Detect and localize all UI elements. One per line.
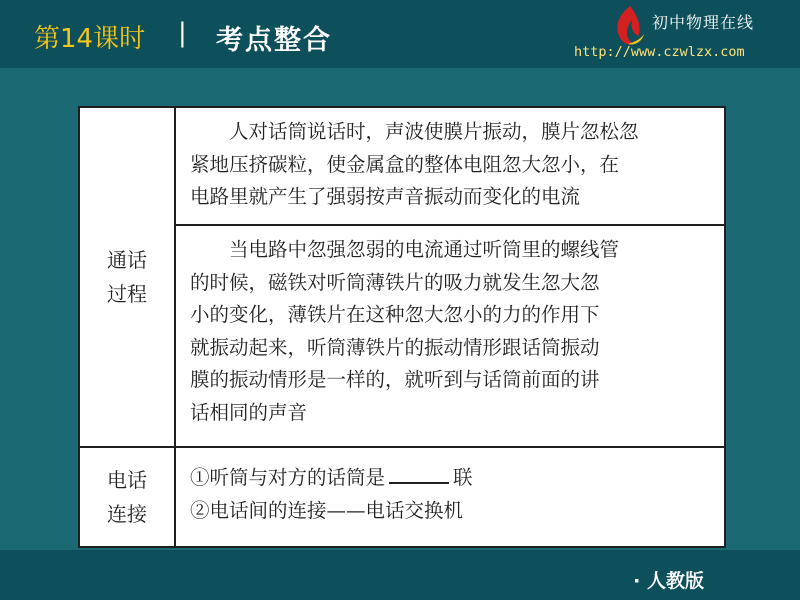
edition-label: · 人教版 xyxy=(633,570,704,592)
connection-items xyxy=(176,448,724,546)
microphone-paragraph: 人对话筒说话时，声波使膜片振动，膜片忽松忽 紧地压挤碳粒，使金属盒的整体电阻忽大忽小，在 电路里就产生了强弱按声音振动而变化的电流 xyxy=(176,108,724,226)
receiver-paragraph: 当电路中忽强忽弱的电流通过听筒里的螺线管 的时候，磁铁对听筒薄铁片的吸力就发生忽大忽 小的变化，薄铁片在这种忽大忽小的力的作用下 就振动起来，听筒薄铁片的振动情形跟话筒振动 膜的振动情形是一样的，就听到与话筒前面的讲 话相同的声音 xyxy=(190,238,620,424)
site-name: 初中物理在线 xyxy=(652,13,755,32)
table-row-phone-connection xyxy=(80,448,724,546)
site-url[interactable]: http://www.czwlzx.com xyxy=(574,44,745,60)
header-bar xyxy=(0,0,800,68)
lesson-number: 第14课时 xyxy=(34,24,146,54)
connection-item-1: ①听筒与对方的话筒是 联 xyxy=(190,462,710,495)
row-label-call-process: 通话 过程 xyxy=(80,108,176,446)
knowledge-table xyxy=(78,106,726,548)
section-title: 考点整合 xyxy=(216,25,332,56)
connection-item-2: ②电话间的连接——电话交换机 xyxy=(190,498,464,522)
answer-blank[interactable] xyxy=(389,462,449,484)
row-label-phone-connection: 电话 连接 xyxy=(80,448,176,546)
flame-logo-icon xyxy=(608,4,648,48)
title-separator: | xyxy=(178,18,187,48)
table-row-call-process xyxy=(80,108,724,448)
